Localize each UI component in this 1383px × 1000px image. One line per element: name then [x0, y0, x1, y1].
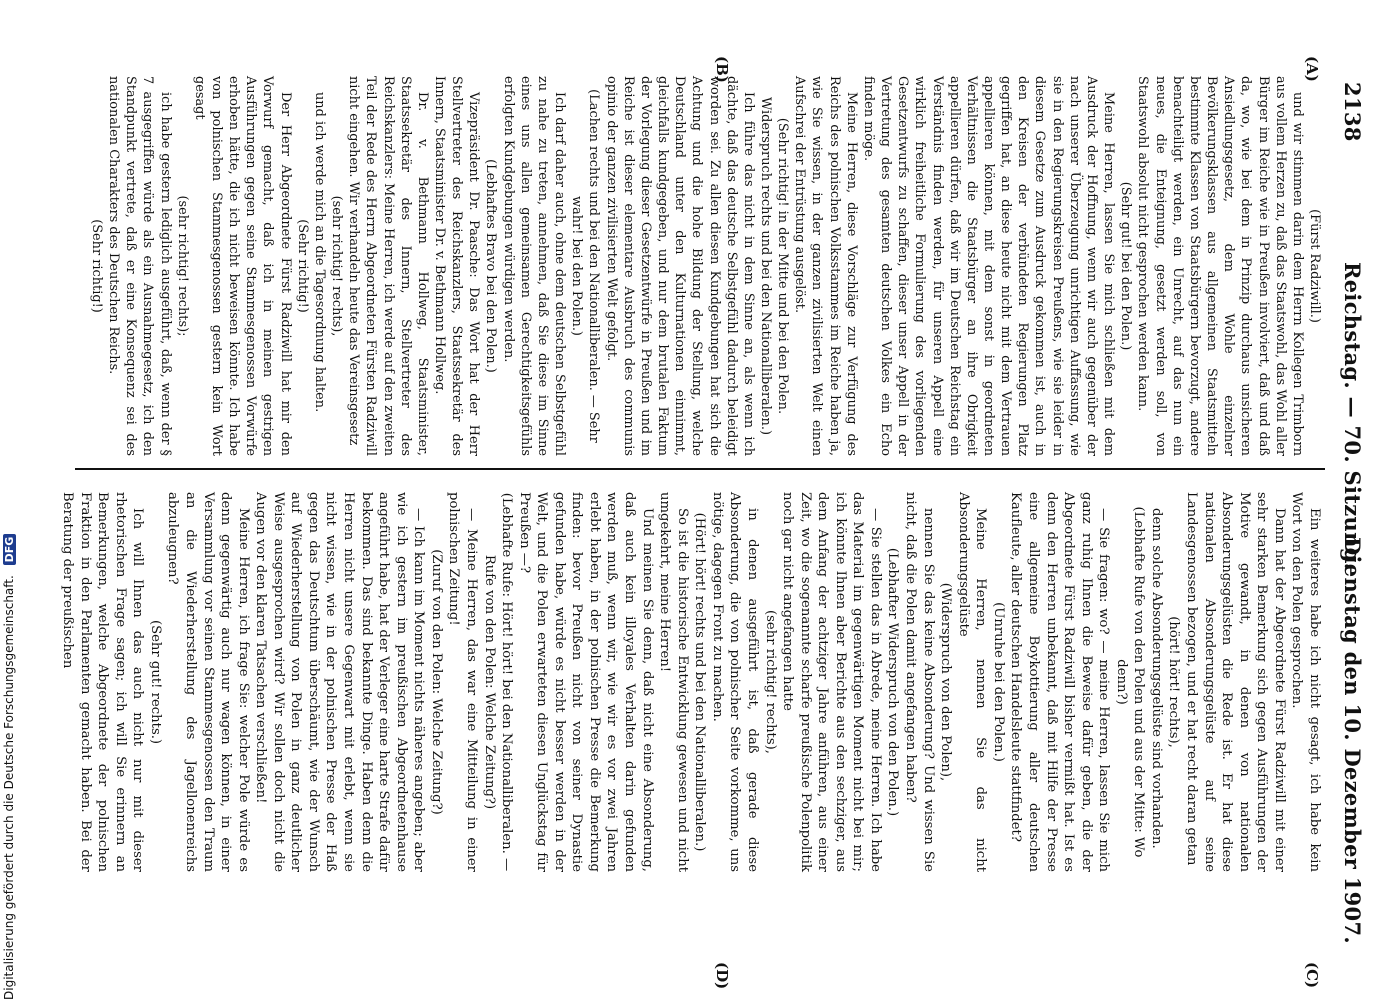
left-column	[88, 76, 1323, 456]
running-title: Reichstag. — 70. Sitzung.	[1340, 262, 1365, 571]
interjection: (Lebhafter Widerspruch von den Polen.)	[885, 547, 901, 817]
paragraph: So ist die historische Entwicklung gewesen und nicht umgekehrt, meine Herren!	[657, 492, 690, 872]
paragraph: Dr. v. Bethmann Hollweg, Staatsminister, Staatssekretär des Innern, Stellvertreter des Reichskanzlers: Meine Herren, ich werde auf den zweiten Teil der Rede des Herrn Abgeordneten Fürsten Radziwill nicht eingehen. Wir verhandeln heute das Vereinsgesetz	[346, 76, 430, 456]
interjection: (Sehr richtig!)	[88, 219, 104, 313]
interjection: (Sehr gut! bei den Polen.)	[1118, 181, 1134, 351]
marker-d: (D)	[713, 962, 731, 990]
paragraph: — Sie fragen: wo? — meine Herren, lassen Sie mich ganz ruhig Ihnen die Beweise dafür geben, die der Abgeordnete Fürst Radziwill bisher vermißt hat. Ist es denn den Herren unbekannt, daß mit Hilfe der Presse eine allgemeine Boykottierung aller deutschen Kaufleute, aller deutschen Handelsleute stattfindet?	[1008, 492, 1112, 872]
interjection: (hört! hört! rechts),	[1166, 616, 1182, 748]
paragraph: Ich will Ihnen das auch nicht nur mit dieser rhetorischen Frage sagen; ich will Sie erinnern an Bemerkungen, welche Abgeordnete der polnischen Fraktion in den Parlamenten gemacht haben. Bei der Beratung der preußischen	[60, 492, 146, 872]
interjection: (sehr richtig! rechts),	[329, 195, 345, 337]
paragraph: Vizepräsident Dr. Paasche: Das Wort hat der Herr Stellvertreter des Reichskanzlers, Staatssekretär des Innern, Staatsminister Dr. v. Bethmann Hollweg.	[432, 76, 482, 456]
paragraph: ich habe gestern lediglich ausgeführt, daß, wenn der § 7 ausgegriffen würde als ein Ausnahmegesetz, ich den Standpunkt vertrete, daß er eine Konsequenz sei des nationalen Charakters des Deutschen Reichs.	[106, 76, 173, 456]
interjection: (Lebhaftes Bravo bei den Polen.)	[483, 159, 499, 373]
paragraph: Ich darf daher auch, ohne dem deutschen Selbstgefühl zu nahe zu treten, annehmen, daß Sie diese im Sinne eines uns allen gemeinsamen Gerechtigkeitsgefühls erfolgten Kundgebungen würdigen werden.	[500, 76, 568, 456]
paragraph: Meine Herren, nennen Sie das nicht Absonderungsgelüste	[955, 492, 989, 872]
interjection: (Lebhafte Rufe: Hört! hört! bei den Nationalliberalen. — Rufe von den Polen: Welche Zeitung?)	[481, 492, 515, 872]
paragraph: Meine Herren, lassen Sie mich schließen mit dem Ausdruck der Hoffnung, wenn wir auch gegenüber der nach unserer Überzeugung unrichtigen Auffassung, wie sie in den Regierungskreisen Preußens, wie sie leider in diesem Gesetze zum Ausdruck gekommen ist, auch in den Kreisen der verbündeten Regierungen Platz gegriffen hat, an diese heute nicht mit dem Vertrauen appellieren können, mit dem sonst in geordneten Verhältnissen die Staatsbürger an ihre Obrigkeit appellieren dürfen, daß wir im Deutschen Reichstag ein Verständnis finden werden, für unseren Appell eine wirklich freiheitliche Formulierung des vorliegenden Gesetzentwurfs zu schaffen, dieser unser Appell in der Vertretung des gesamten deutschen Volkes ein Echo finden möge.	[860, 76, 1117, 456]
interjection: (Sehr richtig!)	[294, 219, 310, 313]
interjection: (Hört! hört! rechts und bei den Nationalliberalen.)	[692, 512, 708, 852]
footer-strip	[0, 0, 22, 1000]
funding-text: Digitalisierung gefördert durch die Deutsche Forschungsgemeinschaft.	[2, 575, 16, 1000]
paragraph: Und meinen Sie denn, daß nicht eine Absonderung, daß auch kein illoyales Verhalten darin gefunden werden muß, wenn wir, wie wir es vor zwei Jahren erlebt haben, in der polnischen Presse die Bemerkung finden: bevor Preußen nicht von seiner Dynastie gefunden habe, würde es nicht besser werden in der Welt, und die Polen erwarteten diesen Unglückstag für Preußen —?	[516, 492, 655, 872]
paragraph: in denen ausgeführt ist, daß gerade diese Absonderung, die von polnischer Seite vorkomme, uns nötige, dagegen Front zu machen.	[709, 492, 760, 872]
paragraph: — Meine Herren, das war eine Mitteilung in einer polnischen Zeitung!	[446, 492, 479, 872]
paragraph: — Ich kann im Moment nichts näheres angeben; aber wie ich gestern im preußischen Abgeordnetenhause angeführt habe, hat der Verleger eine harte Strafe dafür bekommen. Das sind bekannte Dinge. Haben denn die Herren nicht unsere Gegenwart mit erlebt, wenn sie nicht wissen, wie in der polnischen Presse der Haß gegen das Deutschtum überschäumt, wie der Wunsch auf Wiederherstellung von Polen in ganz deutlicher Weise ausgesprochen wird? Wir sollen doch nicht die Augen vor den klaren Tatsachen verschließen!	[253, 492, 427, 872]
paragraph: Der Herr Abgeordnete Fürst Radziwill hat mir den Vorwurf gemacht, daß ich in meinen gestrigen Ausführungen gegen seine Stammesgenossen Vorwürfe erhoben hätte, die ich nicht beweisen könnte. Ich habe von polnischen Stammesgenossen gestern kein Wort gesagt	[191, 76, 293, 456]
interjection: (sehr richtig! rechts);	[174, 195, 190, 337]
paragraph: Meine Herren, diese Vorschläge zur Verfügung des Reichs des polnischen Volksstammes im Reiche haben ja, wie Sie wissen, in der ganzen zivilisierten Welt einen Aufschrei der Entrüstung ausgelöst.	[792, 76, 859, 456]
paragraph: Meine Herren, ich frage Sie: welcher Pole würde es denn gegenwärtig auch nur wagen können, in einer Versammlung vor seinen Stammesgenossen den Traum an die Wiederherstellung des Jagellonenreichs abzuleugnen?	[165, 492, 251, 872]
page-number: 2138	[1340, 82, 1365, 142]
paragraph: — Sie stellen das in Abrede, meine Herren. Ich habe das Material im gegenwärtigen Moment nicht bei mir; ich könnte Ihnen aber Berichte aus den sechziger, aus dem Anfang der achtziger Jahre anführen, aus einer Zeit, wo die sogenannte scharfe preußische Polenpolitik noch gar nicht angefangen hatte	[780, 492, 883, 872]
paragraph: nennen Sie das keine Absonderung? Und wissen Sie nicht, daß die Polen damit angefangen haben?	[903, 492, 936, 872]
interjection: (Lachen rechts und bei den Nationalliberalen. — Sehr wahr! bei den Polen.)	[569, 89, 602, 443]
paragraph: und wir stimmen darin dem Herrn Kollegen Trimborn aus vollem Herzen zu, daß das Staatswohl, das Wohl aller Bürger im Reiche wie in Preußen involviert, daß und daß da, wo, wie bei dem in Prinzip durchaus unsicheren Ansiedlungsgesetz, dem Wohle einzelner Bevölkerungsklassen aus allgemeinen Staatsmitteln bestimmte Klassen von Staatsbürgern bevorzugt, andere benachteiligt werden, ein Unrecht, auf das nun ein neues, die Enteignung, gesetzt werden soll, von Staatswohl absolut nicht gesprochen werden kann.	[1135, 76, 1305, 456]
marker-b: (B)	[713, 56, 731, 83]
paragraph: Ich führe das nicht in dem Sinne an, als wenn ich dächte, daß das deutsche Selbstgefühl dadurch beleidigt worden sei. Zu allen diesen Kundgebungen hat sich die Achtung und die hohe Bildung der Stellung, welche Deutschland unter den Kulturnationen einnimmt, gleichfalls kundgegeben, und nur dem brutalen Faktum der Vorlegung dieser Gesetzentwürfe in Preußen und im Reiche ist dieser elementare Ausbruch des communis opinio der ganzen zivilisierten Welt gefolgt.	[603, 76, 756, 456]
interjection: (Sehr richtig! in der Mitte und bei den Polen. Widerspruch rechts und bei den Nationalliberalen.)	[758, 97, 791, 435]
paragraph: und ich werde mich an die Tagesordnung halten.	[311, 92, 327, 413]
interjection: (Fürst Radziwill.)	[1307, 209, 1322, 323]
session-date: Dienstag den 10. Dezember 1907.	[1340, 537, 1365, 944]
paragraph: Dann hat der Abgeordnete Fürst Radziwill mit einer sehr starken Bemerkung sich gegen Ausführungen der Motive gewandt, in denen von nationalen Absonderungsgelüsten die Rede ist. Er hat diese nationalen Absonderungsgelüste auf seine Landesgenossen bezogen, und er hat recht daran getan	[1184, 492, 1287, 872]
interjection: (Widerspruch von den Polen),	[938, 582, 954, 782]
marker-c: (C)	[1303, 962, 1321, 989]
paragraph: denn solche Absonderungsgelüste sind vorhanden.	[1148, 508, 1164, 849]
marker-a: (A)	[1303, 56, 1321, 82]
interjection: (sehr richtig! rechts),	[762, 610, 778, 754]
interjection: (Lebhafte Rufe von den Polen und aus der Mitte: Wo denn?)	[1113, 506, 1147, 858]
interjection: (Unruhe bei den Polen.)	[990, 602, 1006, 762]
funding-note	[2, 0, 22, 1000]
interjection: (Sehr gut! rechts.)	[147, 619, 163, 745]
right-column	[59, 492, 1324, 872]
paragraph: Ein weiteres habe ich nicht gesagt, ich habe kein Wort von den Polen gesprochen.	[1289, 492, 1322, 872]
dfg-logo: DFG	[3, 534, 16, 566]
column-divider	[75, 468, 1325, 470]
interjection: (Zuruf von den Polen: Welche Zeitung?)	[428, 549, 444, 815]
page-header	[1333, 82, 1365, 952]
